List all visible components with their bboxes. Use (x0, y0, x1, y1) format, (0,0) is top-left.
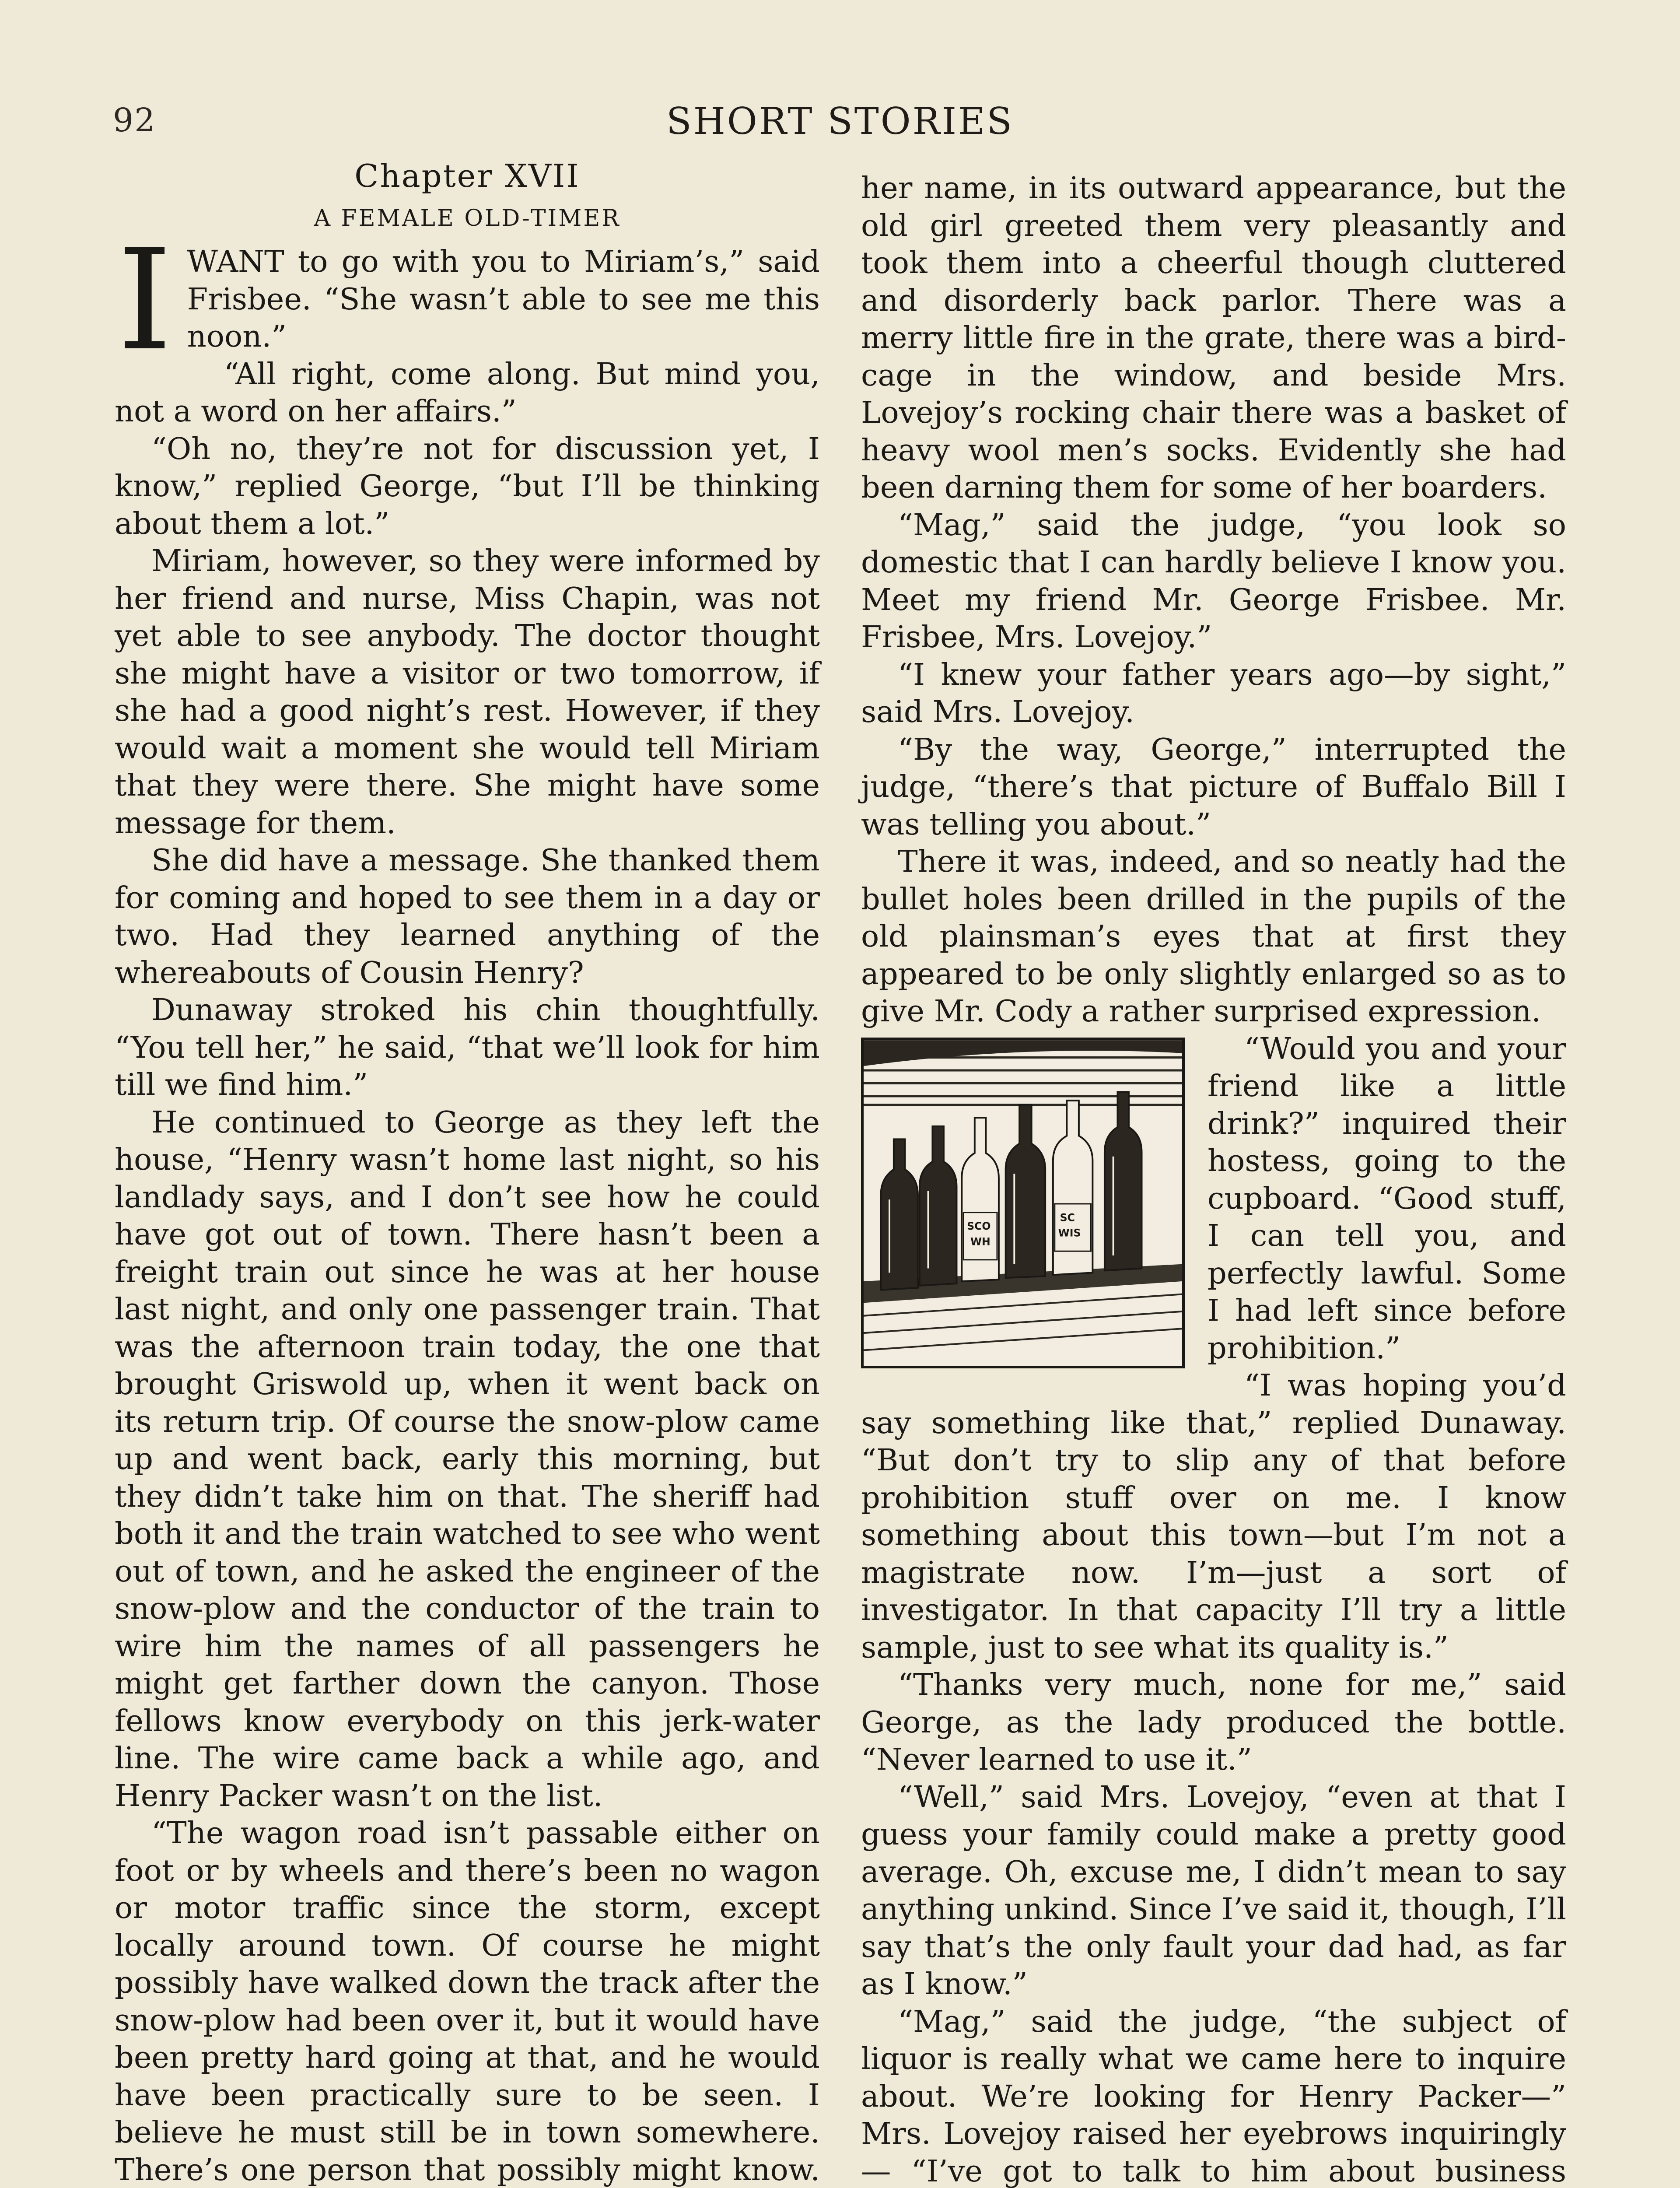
paragraph: “I knew your father years ago—by sight,” said Mrs. Lovejoy. (861, 657, 1566, 729)
paragraph: her name, in its outward appearance, but the old girl greeted them very pleasantly and took them into a cheerful though cluttered and disorderly back parlor. There was a merry little fire in the grate, there was a bird-cage in the window, and beside Mrs. Lovejoy’s rocking chair there was a basket of heavy wool men’s socks. Evidently she had been darning them for some of her boarders. (861, 171, 1566, 505)
paragraph: “Well,” said Mrs. Lovejoy, “even at that I guess your family could make a pretty good average. Oh, excuse me, I didn’t mean to say anything unkind. Since I’ve said it, though, I’ll say that’s the only fault your dad had, as far as I know.” (861, 1779, 1566, 2002)
paragraph: There it was, indeed, and so neatly had the bullet holes been drilled in the pupils of the old plainsman’s eyes that at first they appeared to be only slightly enlarged so as to give Mr. Cody a rather surprised expression. (861, 844, 1566, 1029)
bottle-label: SCO (967, 1220, 991, 1232)
page-number: 92 (113, 102, 156, 139)
left-column (115, 158, 820, 2188)
paragraph: Dunaway stroked his chin thoughtfully. “You tell her,” he said, “that we’ll look for him till we find him.” (115, 992, 820, 1102)
paragraph: “By the way, George,” interrupted the judge, “there’s that picture of Buffalo Bill I was telling you about.” (861, 732, 1566, 842)
paragraph: “The wagon road isn’t passable either on foot or by wheels and there’s been no wagon or motor traffic since the storm, except locally around town. Of course he might possibly have walked down the track after the snow-plow had been over it, but it would have been pretty hard going at that, and he would have been practically sure to be seen. I believe he must still be in town somewhere. There’s one person that possibly might know. (115, 1816, 820, 2188)
paragraph: “Thanks very much, none for me,” said George, as the lady produced the bottle. “Never learned to use it.” (861, 1667, 1566, 1777)
paragraph: “Mag,” said the judge, “you look so domestic that I can hardly believe I know you. Meet my friend Mr. George Frisbee. Mr. Frisbee, Mrs. Lovejoy.” (861, 507, 1566, 655)
opening-paragraph (115, 219, 820, 381)
chapter-title: Chapter XVII (354, 158, 580, 194)
bottle-label: WH (970, 1235, 990, 1248)
paragraph: “Oh no, they’re not for discussion yet, I know,” replied George, “but I’ll be thinking about them a lot.” (115, 431, 820, 541)
liquor-bottles-illustration (861, 1038, 1185, 1368)
paragraph: WANT to go with you to Miriam’s,” said Frisbee. “She wasn’t able to see me this noon.” (187, 244, 820, 354)
paragraph: “Mag,” said the judge, “the subject of liquor is really what we came here to inquire about. We’re looking for Henry Packer—” Mrs. Lovejoy raised her eyebrows inquiringly— “I’ve got to talk to him about business (861, 2004, 1566, 2188)
bottle-label: SC (1060, 1211, 1075, 1224)
bottle-label: WIS (1058, 1227, 1081, 1239)
right-column (861, 170, 1566, 2188)
paragraph: Miriam, however, so they were informed by her friend and nurse, Miss Chapin, was not yet able to see anybody. The doctor thought she might have a visitor or two tomorrow, if she had a good night’s rest. However, if they would wait a moment she would tell Miriam that they were there. She might have some message for them. (115, 543, 820, 841)
paragraph: She did have a message. She thanked them for coming and hoped to see them in a day or two. Had they learned anything of the whereabouts of Cousin Henry? (115, 843, 820, 990)
paragraph: “All right, come along. But mind you, not a word on her affairs.” (115, 356, 820, 429)
running-head: SHORT STORIES (666, 100, 1014, 143)
drop-cap: I (117, 219, 172, 381)
paragraph: “I was hoping you’d say something like that,” replied Dunaway. “But don’t try to slip any of that before prohibition stuff over on me. I know something about this town—but I’m not a magistrate now. I’m—just a sort of investigator. In that capacity I’ll try a little sample, just to see what its quality is.” (861, 1368, 1566, 1665)
chapter-subtitle: A FEMALE OLD-TIMER (314, 205, 621, 231)
bottles-drawing (864, 1040, 1182, 1366)
paragraph: He continued to George as they left the house, “Henry wasn’t home last night, so his landlady says, and I don’t see how he could have got out of town. There hasn’t been a freight train out since he was at her house last night, and only one passenger train. That was the afternoon train today, the one that brought Griswold up, when it went back on its return trip. Of course the snow-plow came up and went back, early this morning, but they didn’t take him on that. The sheriff had both it and the train watched to see who went out of town, and he asked the engineer of the snow-plow and the conductor of the train to wire him the names of all passengers he might get farther down the canyon. Those fellows know everybody on this jerk-water line. The wire came back a while ago, and Henry Packer wasn’t on the list. (115, 1105, 820, 1813)
paragraph: “Would you and your friend like a little drink?” inquired their hostess, going to the cupboard. “Good stuff, I can tell you, and perfectly lawful. Some I had left since before prohibition.” (1208, 1031, 1566, 1366)
